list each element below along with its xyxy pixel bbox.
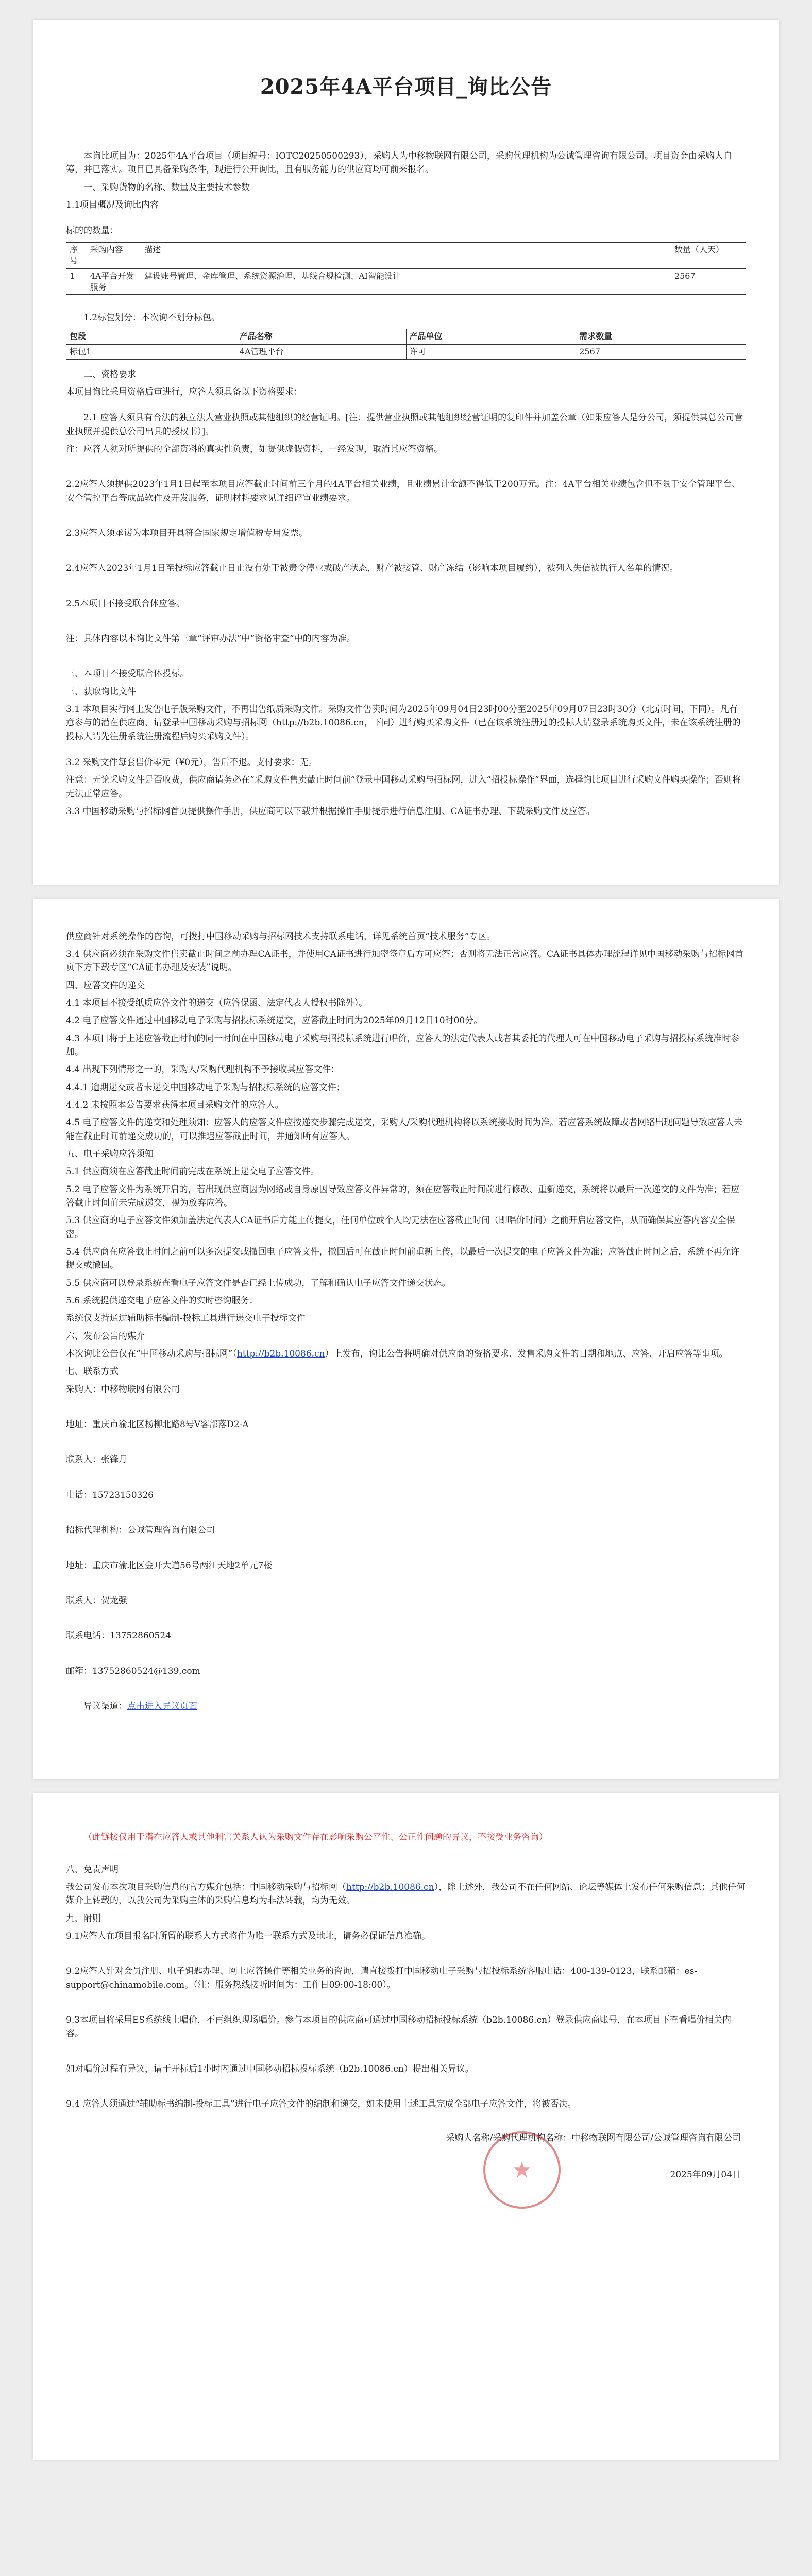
section-4-heading: 四、应答文件的递交 [66, 980, 145, 991]
document-page-3 [33, 1793, 779, 2460]
table-header-cell: 包段 [66, 329, 236, 344]
section-3-2: 3.2 采购文件每套售价零元（¥0元），售后不退。支付要求：无。 [66, 757, 317, 768]
section-3-3: 3.3 中国移动采购与招标网首页提供操作手册，供应商可以下载并根据操作手册提示进行信息注册、CA证书办理、下载采购文件及应答。 [66, 806, 595, 817]
table-cell: 许可 [406, 344, 576, 359]
section-4-3: 4.3 本项目将于上述应答截止时间的同一时间在中国移动电子采购与招投标系统进行唱价，应答人的法定代表人或者其委托的代理人可在中国移动电子采购与招投标系统准时参加。 [66, 1033, 740, 1057]
section-5-3: 5.3 供应商的电子应答文件须加盖法定代表人CA证书后方能上传提交，任何单位或个人均无法在应答截止时间（即唱价时间）之前开启应答文件，从而确保其应答内容安全保密。 [66, 1215, 735, 1240]
target-quantity-label: 标的的数量： [66, 226, 119, 236]
agent-phone: 联系电话：13752860524 [66, 1631, 171, 1641]
document-page-2 [33, 899, 779, 1780]
document-date: 2025年09月04日 [670, 2169, 741, 2180]
objection-channel [66, 1700, 746, 1713]
section-5-heading: 五、电子采购应答须知 [66, 1148, 154, 1159]
table-header-row [66, 329, 746, 344]
section-2-lead: 本项目询比采用资格后审进行，应答人须具备以下资格要求： [66, 386, 302, 397]
section-5-4: 5.4 供应商在应答截止时间之前可以多次提交或撤回电子应答文件，撤回后可在截止时间前重新上传，以最后一次提交的电子应答文件为准；应答截止时间之后，系统不再允许提交或撤回。 [66, 1247, 740, 1271]
table-cell: 4A平台开发服务 [87, 268, 141, 295]
page-title: 2025年4A平台项目_询比公告 [260, 75, 552, 99]
section-4-5: 4.5 电子应答文件的递交和处理须知：应答人的应答文件应按递交步骤完成递交，采购人/采购代理机构将以系统接收时间为准。若应答系统故障或者网络出现问题导致应答人未能在截止时间前递交成功的，可以推迟应答截止时间，并通知所有应答人。 [66, 1117, 743, 1142]
table-header-cell: 数量（人天） [671, 242, 746, 268]
section-8-1 [66, 1880, 746, 1908]
objection-warning: （此链接仅用于潜在应答人或其他利害关系人认为采购文件存在影响采购公平性、公正性问题的异议，不接受业务咨询） [83, 1832, 548, 1843]
table-row [66, 268, 746, 295]
buyer-phone: 电话：15723150326 [66, 1489, 154, 1500]
document-page-1 [33, 20, 779, 885]
section-4-2: 4.2 电子应答文件通过中国移动电子采购与招投标系统递交，应答截止时间为2025年09月12日10时00分。 [66, 1015, 483, 1026]
section-9-heading: 九、附则 [66, 1913, 101, 1924]
section-9-4-lead: 如对唱价过程有异议，请于开标后1小时内通过中国移动招标投标系统（b2b.10086.cn）提出相关异议。 [66, 2063, 474, 2074]
section-8-1-pre: 我公司发布本次项目采购信息的官方媒介包括：中国移动采购与招标网（ [66, 1882, 346, 1892]
section-2-1-note: 注：应答人须对所提供的全部资料的真实性负责，如提供虚假资料，一经发现，取消其应答资格。 [66, 444, 443, 454]
section-4-1: 4.1 本项目不接受纸质应答文件的递交（应答保函、法定代表人授权书除外）。 [66, 997, 367, 1008]
section-5-6: 5.6 系统提供递交电子应答文件的实时咨询服务： [66, 1296, 258, 1307]
table-header-row [66, 242, 746, 268]
support-paragraph: 供应商针对系统操作的咨询，可拨打中国移动采购与招标网技术支持联系电话，详见系统首页“技术服务”专区。 [66, 931, 496, 942]
table-cell: 4A管理平台 [236, 344, 406, 359]
section-2-note: 注：具体内容以本询比文件第三章“评审办法”中“资格审查”中的内容为准。 [66, 634, 356, 645]
buyer-name: 采购人：中移物联网有限公司 [66, 1384, 180, 1395]
section-4-4-1: 4.4.1 逾期递交或者未递交中国移动电子采购与招投标系统的应答文件； [66, 1082, 345, 1093]
section-5-1: 5.1 供应商须在应答截止时间前完成在系统上递交电子应答文件。 [66, 1166, 319, 1177]
section-1-2: 1.2标包划分：本次询不划分标包。 [83, 313, 221, 324]
section-5-2: 5.2 电子应答文件为系统开启的，若出现供应商因为网络或自身原因导致应答文件异常的，须在应答截止时间前进行修改、重新递交，系统将以最后一次递交的文件为准；若应答截止时间前未完成递交，视为放弃应答。 [66, 1184, 740, 1208]
table-header-cell: 需求数量 [576, 329, 746, 344]
section-2-3: 2.3应答人须承诺为本项目开具符合国家规定增值税专用发票。 [66, 528, 308, 539]
package-table [66, 329, 746, 359]
section-6-heading: 六、发布公告的媒介 [66, 1331, 145, 1342]
table-cell: 1 [66, 268, 87, 295]
objection-link[interactable]: 点击进入异议页面 [127, 1701, 197, 1711]
signature-line: 采购人名称/采购代理机构名称：中移物联网有限公司/公诚管理咨询有限公司 [446, 2133, 741, 2144]
section-3-heading: 三、本项目不接受联合体投标。 [66, 669, 189, 680]
section-3-1: 3.1 本项目实行网上发售电子版采购文件，不再出售纸质采购文件。采购文件售卖时间为2025年09月04日23时00分至2025年09月07日23时30分（北京时间，下同）。凡有意参与的潜在供应商，请登录中国移动采购与招标网（http://b2b.10086.cn，下同）进行购买采购文件（已在该系统注册过的投标人请登录系统购买文件，未在该系统注册的投标人请先注册系统注册流程后购买采购文件）。 [66, 704, 741, 742]
section-9-3: 9.3本项目将采用ES系统线上唱价，不再组织现场唱价。参与本项目的供应商可通过中国移动招标投标系统（b2b.10086.cn）登录供应商账号，在本项目下查看唱价相关内容。 [66, 2014, 732, 2039]
section-9-1: 9.1应答人在项目报名时所留的联系人方式将作为唯一联系方式及地址，请务必保证信息准确。 [66, 1930, 431, 1941]
table-cell: 2567 [671, 268, 746, 295]
section-4-4: 4.4 出现下列情形之一的，采购人/采购代理机构不予接收其应答文件： [66, 1064, 340, 1075]
table-row [66, 344, 746, 359]
table-header-cell: 序号 [66, 242, 87, 268]
section-7-heading: 七、联系方式 [66, 1366, 119, 1377]
section-3-2-note: 注意：无论采购文件是否收费，供应商请务必在“采购文件售卖截止时间前”登录中国移动采购与招标网，进入“招投标操作”界面，选择询比项目进行采购文件购买操作；否则将无法正常应答。 [66, 775, 741, 799]
section-2-4: 2.4应答人2023年1月1日至投标应答截止日止没有处于被责令停业或破产状态，财产被接管、财产冻结（影响本项目履约），被列入失信被执行人名单的情况。 [66, 563, 679, 574]
intro-paragraph: 本询比项目为：2025年4A平台项目（项目编号：IOTC20250500293），采购人为中移物联网有限公司，采购代理机构为公诚管理咨询有限公司。项目资金由采购人自筹，并已落实。项目已具备采购条件，现进行公开询比，且有服务能力的供应商均可前来报名。 [66, 151, 732, 175]
section-2-heading: 二、资格要求 [83, 369, 136, 380]
objection-label: 异议渠道： [83, 1701, 127, 1711]
table-header-cell: 产品单位 [406, 329, 576, 344]
section-2-2: 2.2应答人须提供2023年1月1日起至本项目应答截止时间前三个月的4A平台相关业绩，且业绩累计金额不得低于200万元。注：4A平台相关业绩包含但不限于安全管理平台、安全管控平台等成品软件及开发服务，证明材料要求见详细评审业绩要求。 [66, 479, 741, 503]
agent-address: 地址：重庆市渝北区金开大道56号两江天地2单元7楼 [66, 1560, 273, 1571]
section-9-2: 9.2应答人针对会员注册、电子钥匙办理、网上应答操作等相关业务的咨询，请直接拨打中国移动电子采购与招投标系统客服电话：400-139-0123，联系邮箱：es-support@chinamobile.com。（注：服务热线接听时间为：工作日09:00-18:00）。 [66, 1966, 698, 1990]
b2b-link-disclaimer[interactable]: http://b2b.10086.cn [346, 1882, 434, 1892]
table-cell: 标包1 [66, 344, 236, 359]
buyer-address: 地址：重庆市渝北区杨柳北路8号V客部落D2-A [66, 1419, 249, 1430]
section-3-4: 3.4 供应商必须在采购文件售卖截止时间之前办理CA证书，并使用CA证书进行加密签章后方可应答；否则将无法正常应答。CA证书具体办理流程详见中国移动采购与招标网首页下方下载专区“CA证书办理及安装”说明。 [66, 948, 744, 973]
section-5-6-note: 系统仅支持通过辅助标书编制-投标工具进行递交电子投标文件 [66, 1313, 306, 1324]
section-4-4-2: 4.4.2 未按照本公告要求获得本项目采购文件的应答人。 [66, 1099, 284, 1110]
section-8-1-post: ），除上述外，我公司不在任何网站、论坛等媒体上发布任何采购信息；其他任何媒介上转载的，以我公司为采购主体的采购信息均为非法转载，均为无效。 [66, 1882, 746, 1906]
table-header-cell: 描述 [141, 242, 671, 268]
section-6-1-post: ）上发布，询比公告将明确对供应商的资格要求、发售采购文件的日期和地点、应答、开启应答等事项。 [325, 1349, 728, 1360]
table-cell: 2567 [576, 344, 746, 359]
agent-email: 邮箱：13752860524@139.com [66, 1666, 200, 1676]
buyer-contact-person: 联系人：张锋月 [66, 1454, 127, 1465]
section-9-4: 9.4 应答人须通过“辅助标书编制-投标工具”进行电子应答文件的编制和递交，如未使用上述工具完成全部电子应答文件，将被否决。 [66, 2099, 577, 2109]
section-5-5: 5.5 供应商可以登录系统查看电子应答文件是否已经上传成功，了解和确认电子应答文件递交状态。 [66, 1278, 451, 1289]
agent-contact-person: 联系人：贺龙强 [66, 1595, 127, 1606]
section-6-1-pre: 本次询比公告仅在“中国移动采购与招标网”（ [66, 1349, 237, 1360]
section-3-get-docs: 三、获取询比文件 [66, 686, 136, 697]
section-1-heading: 一、采购货物的名称、数量及主要技术参数 [83, 182, 250, 193]
section-6-1 [66, 1347, 746, 1361]
table-cell: 建设账号管理、金库管理、系统资源治理、基线合规检测、AI智能设计 [141, 268, 671, 295]
signature-block [66, 2131, 746, 2145]
agent-name: 招标代理机构：公诚管理咨询有限公司 [66, 1525, 215, 1536]
section-2-1: 2.1 应答人须具有合法的独立法人营业执照或其他组织的经营证明。[注：提供营业执照或其他组织经营证明的复印件并加盖公章（如果应答人是分公司，须提供其总公司营业执照并提供总公司出具的授权书）]。 [66, 413, 743, 437]
section-8-heading: 八、免责声明 [66, 1864, 119, 1875]
table-header-cell: 采购内容 [87, 242, 141, 268]
section-2-5: 2.5本项目不接受联合体应答。 [66, 598, 185, 609]
company-seal-icon [483, 2131, 561, 2209]
procurement-content-table [66, 242, 746, 295]
table-header-cell: 产品名称 [236, 329, 406, 344]
b2b-link[interactable]: http://b2b.10086.cn [236, 1349, 325, 1360]
section-1-1: 1.1项目概况及询比内容 [66, 200, 159, 211]
